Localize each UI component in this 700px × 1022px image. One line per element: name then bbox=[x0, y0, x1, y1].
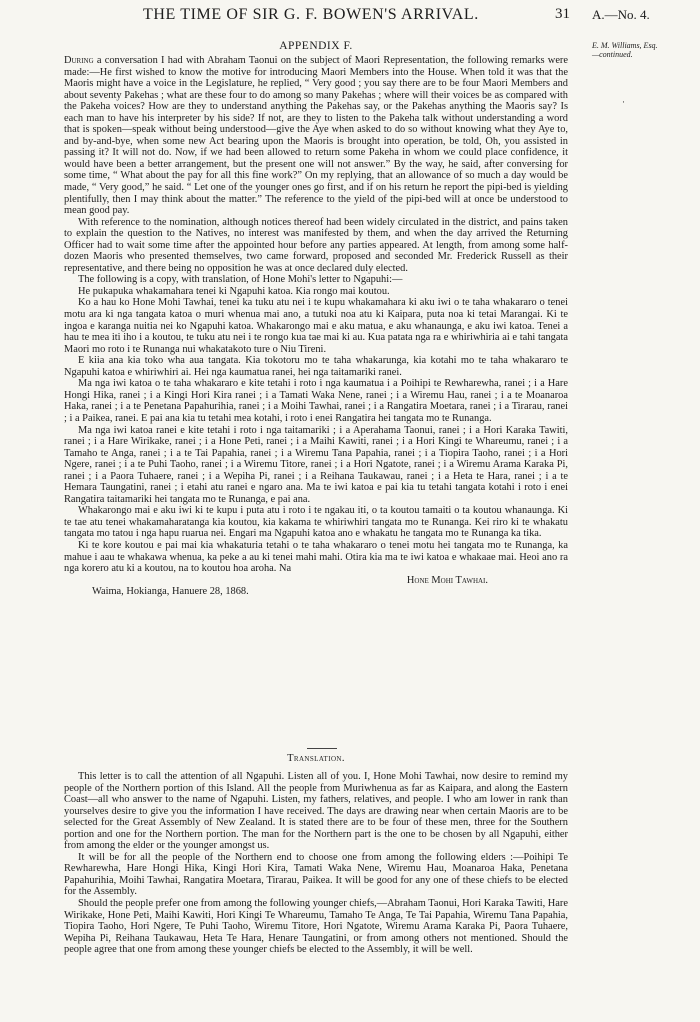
paragraph-maori-1: He pukapuka whakamahara tenei ki Ngapuhi katoa. Kia rongo mai koutou. bbox=[78, 285, 390, 297]
paragraph-maori-6: Whakarongo mai e aku iwi ki te kupu i puta atu i roto i te ngakau iti, o ta koutou tamaiti o ta koutou whanaunga. Ki te tae atu tenei whakamaharatanga kia koutou, kia kakama te whiriwhiri tangata mo te Runanga. Kei riro ki te whakatu tangata mo tatou i nga hapu ruarua nei. Engari ma Ngapuhi katoa ano e whakatu he tangata mo te Runanga ka tika. bbox=[64, 505, 568, 540]
paragraph-maori-3: E kiia ana kia toko wha aua tangata. Kia tokotoru mo te taha whakarunga, kia kotahi mo te taha whakararo te Ngapuhi katoa e whiriwhiri ai. Hei nga kaumatua ranei, hei nga taitamariki ranei. bbox=[64, 355, 568, 378]
paragraph-maori-4: Ma nga iwi katoa o te taha whakararo e kite tetahi i roto i nga kaumatua i a Poihipi te Rewharewha, ranei ; i a Hare Hongi Hika, ranei ; i a Kingi Hori Kira ranei ; i a Tamati Waka Nene, ranei ; i a Wiremu Hau, ranei ; i a te Moanaroa Haka, ranei ; i a te Penetana Papahurihia, ranei ; i a Moihi Tawhai, ranei ; i a Rangatira Moetara, ranei ; i a Tirarau, ranei ; i a Paikea, ranei. E pai ana kia tu tetahi mea kotahi, i roto i enei Rangatira hei tangata mo te Runanga. bbox=[64, 378, 568, 424]
paragraph-conversation bbox=[64, 55, 568, 217]
paragraph-conversation-text: a conversation I had with Abraham Taonui on the subject of Maori Representation, the following remarks were made:—He first wished to know the motive for introducing Maori Members into the House. When told it was that the Maoris might have a voice in the Legislature, he replied, “ Very good ; you say there are to be four Maori Members and about seventy Pakehas ; what are these four to do among so many Pakehas ; where will their voices be as compared with the Pakeha voices? How are they to understand anything the Pakehas say, or the Pakehas anything the Maoris say? Is each man to have his interpreter by his side? If not, are they to listen to the Pakeha talk without understanding a word that is spoken—speak without being understood—give the Aye when asked to do so without knowing what they Aye to, and by-and-bye, when some new Act bearing upon the Maoris is brought into operation, be told, Oh, you assisted in passing it? It will not do. Now, if we had been allowed to return some Pakeha in whom we could place confidence, it would have been a better arrangement, but the present one will not answer.” By the way, he said, after conversing for some time, “ What about the pay for all this fine work?” On my replying, that an allowance of so much a day would be made, “ Very good,” he said. “ Let one of the younger ones go first, and if on his return he report the pipi-bed is yielding plentifully, then I may think about the matter.” The reference to the yield of the pipi-bed will at once be understood to mean good pay. bbox=[64, 55, 568, 217]
margin-note-continued: —continued. bbox=[592, 50, 633, 59]
translation-paragraph-3: Should the people prefer one from among the following younger chiefs,—Abraham Taonui, Hori Karaka Tawiti, Hare Wirikake, Hone Peti, Maihi Kawiti, Hori Kingi Te Whareumu, Tamaho Te Anga, Te Tai Papahia, Wiremu Tana Papahia, Tiopira Taoho, Hori Ngere, Te Puhi Taoho, Wiremu Titore, Hori Ngatote, Wiremu Arama Karaka Pi, Paora Tuhaere, Wepiha Pi, Reihana Taukawau, Heta Te Hara, Henare Taungatini, or from among others not mentioned. Should the people agree that one from among these younger chiefs be elected to the Assembly, it will be well. bbox=[64, 898, 568, 956]
translation-body bbox=[64, 771, 568, 956]
document-reference: A.—No. 4. bbox=[592, 7, 650, 22]
letter-signature: Hone Mohi Tawhai. bbox=[406, 574, 488, 586]
margin-dot: · bbox=[622, 97, 625, 107]
translation-paragraph-2: It will be for all the people of the Northern end to choose one from among the following elders :—Poihipi Te Rewharewha, Hare Hongi Hika, Kingi Hori Kira, Tamati Waka Nene, Wiremu Hau, Moanaroa Haka, Penetana Papahurihia, Moihi Tawhai, Rangatira Moetara, Tirarau, Paikea. It will be good for any one of these chiefs to be elected for the Assembly. bbox=[64, 851, 568, 898]
margin-note-author: E. M. Williams, Esq. bbox=[592, 41, 658, 50]
paragraph-maori-2: Ko a hau ko Hone Mohi Tawhai, tenei ka tuku atu nei i te kupu whakamahara ki aku iwi o te taha whakararo o tenei motu ara ki nga tangata katoa o muri whenua mai ano, a tutuki noa atu ki Kaipara, puta noa ki tetai Marangai. Ki te ingoa e karanga nuitia nei ko Ngapuhi katoa. Whakarongo mai e aku matua, e aku whanaunga, e aku iwi katoa. Tenei a hau te mea iti iho i a koutou, te tuku atu nei i te rongo kua tae mai ki au. Kua patata nga ra e whiriwhiria ai e tahi tangata Maori mo roto i te Runanga nui whakatakoto ture o Niu Tireni. bbox=[64, 297, 568, 355]
page-number: 31 bbox=[555, 6, 570, 22]
paragraph-letter-intro: The following is a copy, with translation, of Hone Mohi's letter to Ngapuhi:— bbox=[78, 274, 403, 286]
margin-note bbox=[592, 41, 658, 59]
translation-paragraph-1: This letter is to call the attention of all Ngapuhi. Listen all of you. I, Hone Mohi Tawhai, now desire to remind my people of the Northern portion of this Island. All the people from Muriwhenua as far as Kaipara, and along the Eastern Coast—all who answer to the name of Ngapuhi. Listen, my fathers, relatives, and people. I who am lower in rank than yourselves desire to give you the information I have received. The days are drawing near when certain Maoris are to be selected for the Great Assembly of New Zealand. It is stated there are to be four of these men, three for the Southern portion and one for the Northern portion. The man for the Northern part is the one to be chosen by all Ngapuhi, either from among the elder or the younger amongst us. bbox=[64, 771, 568, 852]
paragraph-maori-7: Ki te kore koutou e pai mai kia whakaturia tetahi o te taha whakararo o tenei motu hei tangata mo te Runanga, ka mahue i aau te whakawa whenua, ka peke a au ki tenei mahi mahi. Otira kia ma te iwi katoa e whakaae mai. Heoi ano ra nga korero atu ki a koutou, na to koutou hoa aroha. Na bbox=[64, 539, 568, 575]
letter-date: Waima, Hokianga, Hanuere 28, 1868. bbox=[92, 586, 249, 598]
paragraph-maori-5: Ma nga iwi katoa ranei e kite tetahi i roto i nga taitamariki ; i a Aperahama Taonui, ranei ; i a Hori Karaka Tawiti, ranei ; i a Hare Wirikake, ranei ; i a Hone Peti, ranei ; i a Maihi Kawiti, ranei ; i a Hori Kingi te Whareumu, ranei ; i a Tamaho te Anga, ranei ; i a te Tai Papahia, ranei ; i a Wiremu Tana Papahia, ranei ; i a Tiopira Taoho, ranei ; i a Hori Ngere, ranei ; i a te Puhi Taoho, ranei ; i a Wiremu Titore, ranei ; i a Hori Ngatote, ranei ; i a Wiremu Arama Karaka Pi, ranei ; i a Paora Tuhaere, ranei ; i a Wepiha Pi, ranei ; i a Reihana Taukawau, ranei ; i a Heta te Hara, ranei ; i a te Hemara Taungatini, ranei ; i etahi atu ranei e ngaro ana. Ma te iwi katoa e pai kia tu tetahi tangata kotahi i roto i enei Rangatira taitamariki hei tangata mo te Runanga, e pai ana. bbox=[64, 424, 568, 505]
appendix-body bbox=[64, 55, 568, 598]
paragraph-nomination: With reference to the nomination, although notices thereof had been widely circulated in the district, and pains taken to explain the question to the Natives, no interest was manifested by them, and when the day arrived the Returning Officer had to wait some time after the appointed hour before any parties appeared. At length, from among some half-dozen Maoris who presented themselves, two came forward, proposed and seconded Mr. Frederick Russell as their representative, and there being no opposition he was at once declared duly elected. bbox=[64, 216, 568, 274]
running-header-title: THE TIME OF SIR G. F. BOWEN'S ARRIVAL. bbox=[143, 6, 479, 23]
section-divider bbox=[307, 748, 337, 749]
appendix-title: APPENDIX F. bbox=[279, 40, 353, 52]
drop-word: During bbox=[64, 55, 94, 66]
translation-title: Translation. bbox=[287, 753, 345, 764]
